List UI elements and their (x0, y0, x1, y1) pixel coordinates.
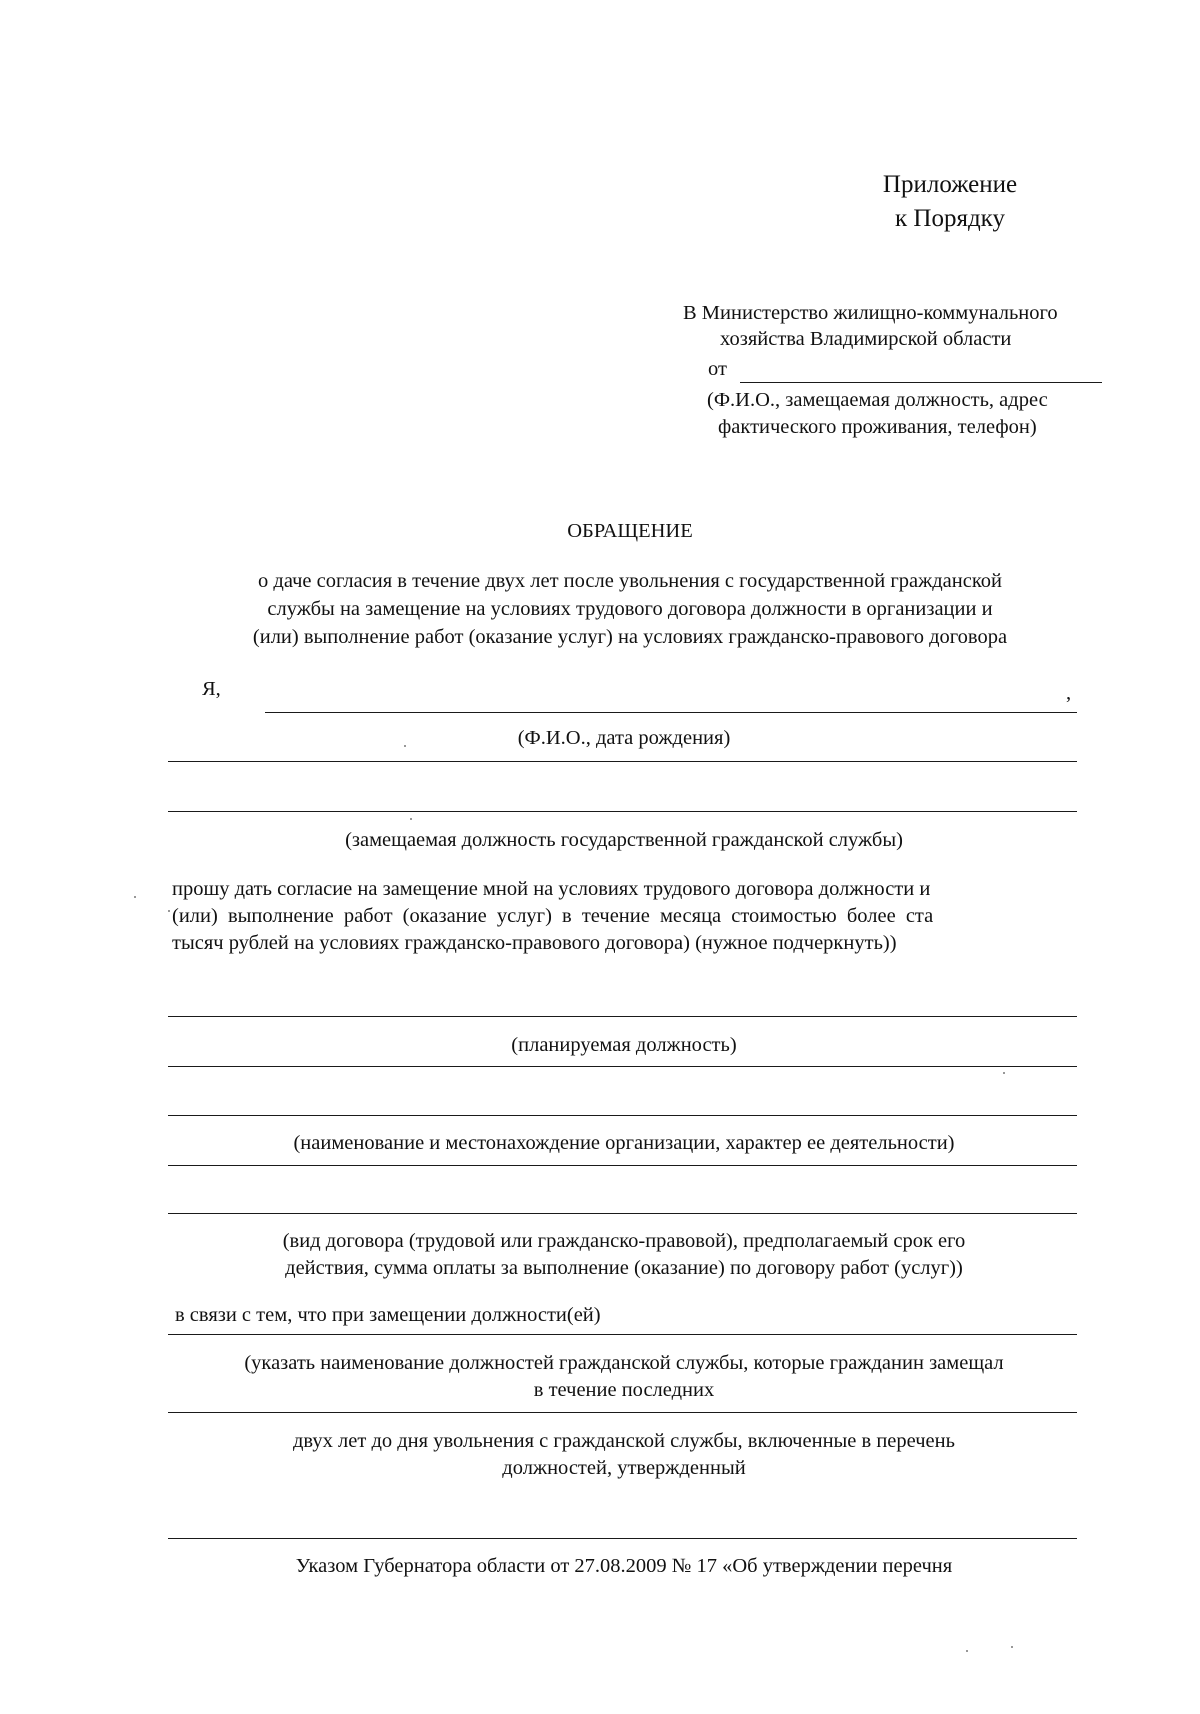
scan-speck (1003, 1072, 1005, 1074)
document-title: ОБРАЩЕНИЕ (567, 520, 693, 542)
scan-speck (134, 896, 136, 898)
hint-period-line-2: должностей, утвержденный (502, 1457, 746, 1479)
scan-speck (966, 1650, 968, 1652)
scan-speck (410, 818, 412, 820)
line-6 (168, 1165, 1077, 1166)
line-4 (168, 1066, 1077, 1067)
hint-contract-line-1: (вид договора (трудовой или гражданско-правовой), предполагаемый срок его (282, 1230, 966, 1252)
from-hint-line-1: (Ф.И.О., замещаемая должность, адрес (707, 389, 1048, 411)
line-1 (168, 761, 1077, 762)
line-9 (168, 1412, 1077, 1413)
hint-planned-position: (планируемая должность) (511, 1034, 737, 1056)
request-line-1: прошу дать согласие на замещение мной на условиях трудового договора должности и (172, 878, 931, 900)
fio-comma: , (1066, 682, 1072, 704)
hint-positions-line-1: (указать наименование должностей гражданской службы, которые гражданин замещал (244, 1352, 1004, 1374)
scan-speck (1011, 1646, 1013, 1648)
scan-speck (404, 745, 406, 747)
fio-underline (265, 712, 1077, 713)
subtitle-line-1: о даче согласия в течение двух лет после увольнения с государственной гражданской (258, 570, 1002, 592)
scan-speck (168, 910, 170, 912)
hint-period-line-1: двух лет до дня увольнения с гражданской службы, включенные в перечень (293, 1430, 955, 1452)
hint-contract-line-2: действия, сумма оплаты за выполнение (оказание) по договору работ (услуг)) (285, 1257, 963, 1279)
ya-label: Я, (202, 678, 221, 700)
line-8 (168, 1334, 1077, 1335)
addressee-line-2: хозяйства Владимирской области (720, 328, 1012, 350)
hint-organization: (наименование и местонахождение организации, характер ее деятельности) (293, 1132, 955, 1154)
line-7 (168, 1213, 1077, 1214)
decree-text: Указом Губернатора области от 27.08.2009 № 17 «Об утверждении перечня (295, 1555, 953, 1577)
from-underline (740, 382, 1102, 383)
appendix-subtitle: к Порядку (895, 205, 1005, 232)
line-3 (168, 1016, 1077, 1017)
appendix-title: Приложение (882, 171, 1018, 198)
addressee-line-1: В Министерство жилищно-коммунального (683, 302, 1058, 324)
request-line-2: (или) выполнение работ (оказание услуг) в течение месяца стоимостью более ста (172, 905, 934, 927)
hint-current-position: (замещаемая должность государственной гражданской службы) (345, 829, 903, 851)
line-5 (168, 1115, 1077, 1116)
from-hint-line-2: фактического проживания, телефон) (718, 416, 1037, 438)
hint-positions-line-2: в течение последних (533, 1379, 715, 1401)
subtitle-line-2: службы на замещение на условиях трудового договора должности в организации и (267, 598, 993, 620)
hint-fio: (Ф.И.О., дата рождения) (517, 727, 731, 749)
reason-text: в связи с тем, что при замещении должности(ей) (175, 1304, 601, 1326)
line-2 (168, 811, 1077, 812)
subtitle-line-3: (или) выполнение работ (оказание услуг) на условиях гражданско-правового договора (252, 626, 1008, 648)
request-line-3: тысяч рублей на условиях гражданско-правового договора) (нужное подчеркнуть)) (172, 932, 897, 954)
from-label: от (708, 358, 727, 380)
line-10 (168, 1538, 1077, 1539)
